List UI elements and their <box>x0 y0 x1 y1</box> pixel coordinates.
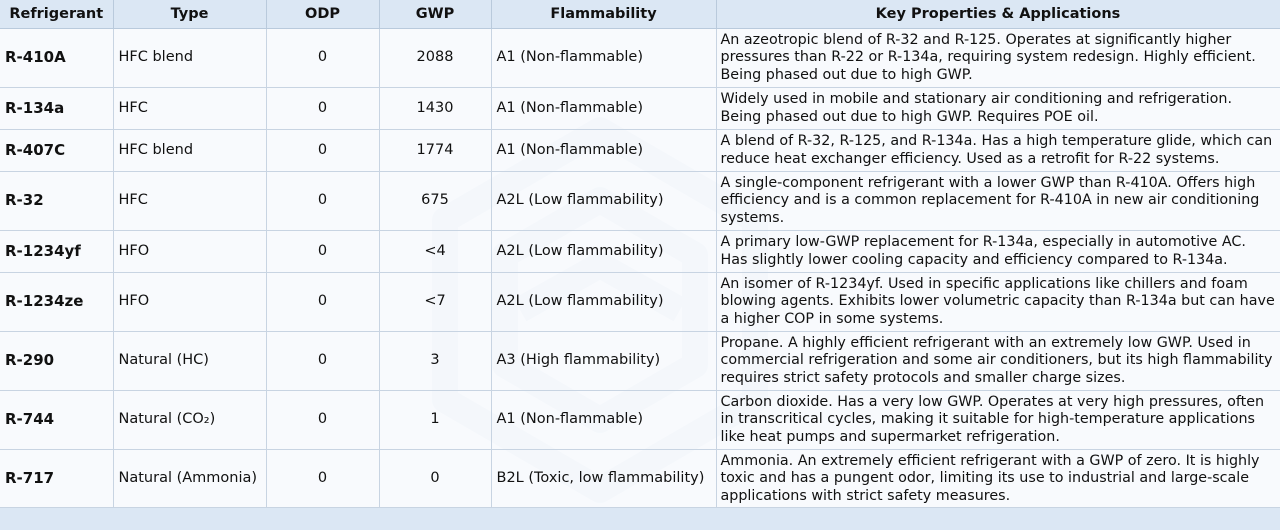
flammability-class: A3 (High flammability) <box>491 332 716 391</box>
properties-text: An isomer of R-1234yf. Used in specific applications like chillers and foam blowing agents. Exhibits lower volumetric capacity than R-134a but can have a higher COP in some systems. <box>716 273 1280 332</box>
properties-text: An azeotropic blend of R-32 and R-125. Operates at significantly higher pressures than R-22 or R-134a, requiring system redesign. Highly efficient. Being phased out due to high GWP. <box>716 29 1280 88</box>
properties-text: A single-component refrigerant with a lower GWP than R-410A. Offers high efficiency and is a common replacement for R-410A in new air conditioning systems. <box>716 172 1280 231</box>
properties-text: Propane. A highly efficient refrigerant with an extremely low GWP. Used in commercial refrigeration and some air conditioners, but its high flammability requires strict safety protocols and smaller charge sizes. <box>716 332 1280 391</box>
odp-value: 0 <box>266 332 379 391</box>
refrigerant-name: R-744 <box>0 391 113 450</box>
table-footer-band <box>0 507 1280 530</box>
flammability-class: B2L (Toxic, low flammability) <box>491 450 716 509</box>
odp-value: 0 <box>266 391 379 450</box>
gwp-value: 675 <box>379 172 491 231</box>
table-row <box>0 172 1280 231</box>
refrigerant-name: R-717 <box>0 450 113 509</box>
refrigerant-type: HFC <box>113 172 266 231</box>
refrigerant-name: R-407C <box>0 130 113 172</box>
odp-value: 0 <box>266 130 379 172</box>
gwp-value: 0 <box>379 450 491 509</box>
column-header-properties: Key Properties & Applications <box>716 0 1280 29</box>
flammability-class: A1 (Non-flammable) <box>491 391 716 450</box>
table-row <box>0 391 1280 450</box>
odp-value: 0 <box>266 172 379 231</box>
table-row <box>0 273 1280 332</box>
refrigerant-name: R-290 <box>0 332 113 391</box>
flammability-class: A1 (Non-flammable) <box>491 88 716 130</box>
refrigerant-type: HFC blend <box>113 130 266 172</box>
refrigerant-type: HFO <box>113 273 266 332</box>
properties-text: Carbon dioxide. Has a very low GWP. Operates at very high pressures, often in transcritical cycles, making it suitable for high-temperature applications like heat pumps and supermarket refrigeration. <box>716 391 1280 450</box>
refrigerant-name: R-32 <box>0 172 113 231</box>
gwp-value: <7 <box>379 273 491 332</box>
gwp-value: 1 <box>379 391 491 450</box>
refrigerant-type: Natural (HC) <box>113 332 266 391</box>
gwp-value: 1774 <box>379 130 491 172</box>
odp-value: 0 <box>266 273 379 332</box>
flammability-class: A2L (Low flammability) <box>491 273 716 332</box>
flammability-class: A2L (Low flammability) <box>491 172 716 231</box>
gwp-value: 1430 <box>379 88 491 130</box>
refrigerant-name: R-410A <box>0 29 113 88</box>
refrigerant-name: R-1234ze <box>0 273 113 332</box>
flammability-class: A1 (Non-flammable) <box>491 130 716 172</box>
flammability-class: A1 (Non-flammable) <box>491 29 716 88</box>
column-header-odp: ODP <box>266 0 379 29</box>
gwp-value: 2088 <box>379 29 491 88</box>
refrigerant-type: HFO <box>113 231 266 273</box>
refrigerant-type: HFC blend <box>113 29 266 88</box>
properties-text: A primary low-GWP replacement for R-134a, especially in automotive AC. Has slightly lower cooling capacity and efficiency compared to R-134a. <box>716 231 1280 273</box>
gwp-value: 3 <box>379 332 491 391</box>
table-row <box>0 29 1280 88</box>
table-row <box>0 130 1280 172</box>
table-row <box>0 231 1280 273</box>
properties-text: Ammonia. An extremely efficient refrigerant with a GWP of zero. It is highly toxic and has a pungent odor, limiting its use to industrial and large-scale applications with strict safety measures. <box>716 450 1280 509</box>
properties-text: A blend of R-32, R-125, and R-134a. Has a high temperature glide, which can reduce heat exchanger efficiency. Used as a retrofit for R-22 systems. <box>716 130 1280 172</box>
refrigerant-type: Natural (Ammonia) <box>113 450 266 509</box>
table-row <box>0 88 1280 130</box>
odp-value: 0 <box>266 231 379 273</box>
refrigerant-name: R-134a <box>0 88 113 130</box>
refrigerant-name: R-1234yf <box>0 231 113 273</box>
table-row <box>0 332 1280 391</box>
table-header-row <box>0 0 1280 29</box>
column-header-type: Type <box>113 0 266 29</box>
column-header-refrigerant: Refrigerant <box>0 0 113 29</box>
odp-value: 0 <box>266 450 379 509</box>
table-row <box>0 450 1280 509</box>
odp-value: 0 <box>266 88 379 130</box>
refrigerant-type: Natural (CO₂) <box>113 391 266 450</box>
refrigerant-type: HFC <box>113 88 266 130</box>
flammability-class: A2L (Low flammability) <box>491 231 716 273</box>
properties-text: Widely used in mobile and stationary air conditioning and refrigeration. Being phased out due to high GWP. Requires POE oil. <box>716 88 1280 130</box>
odp-value: 0 <box>266 29 379 88</box>
column-header-flammability: Flammability <box>491 0 716 29</box>
gwp-value: <4 <box>379 231 491 273</box>
column-header-gwp: GWP <box>379 0 491 29</box>
